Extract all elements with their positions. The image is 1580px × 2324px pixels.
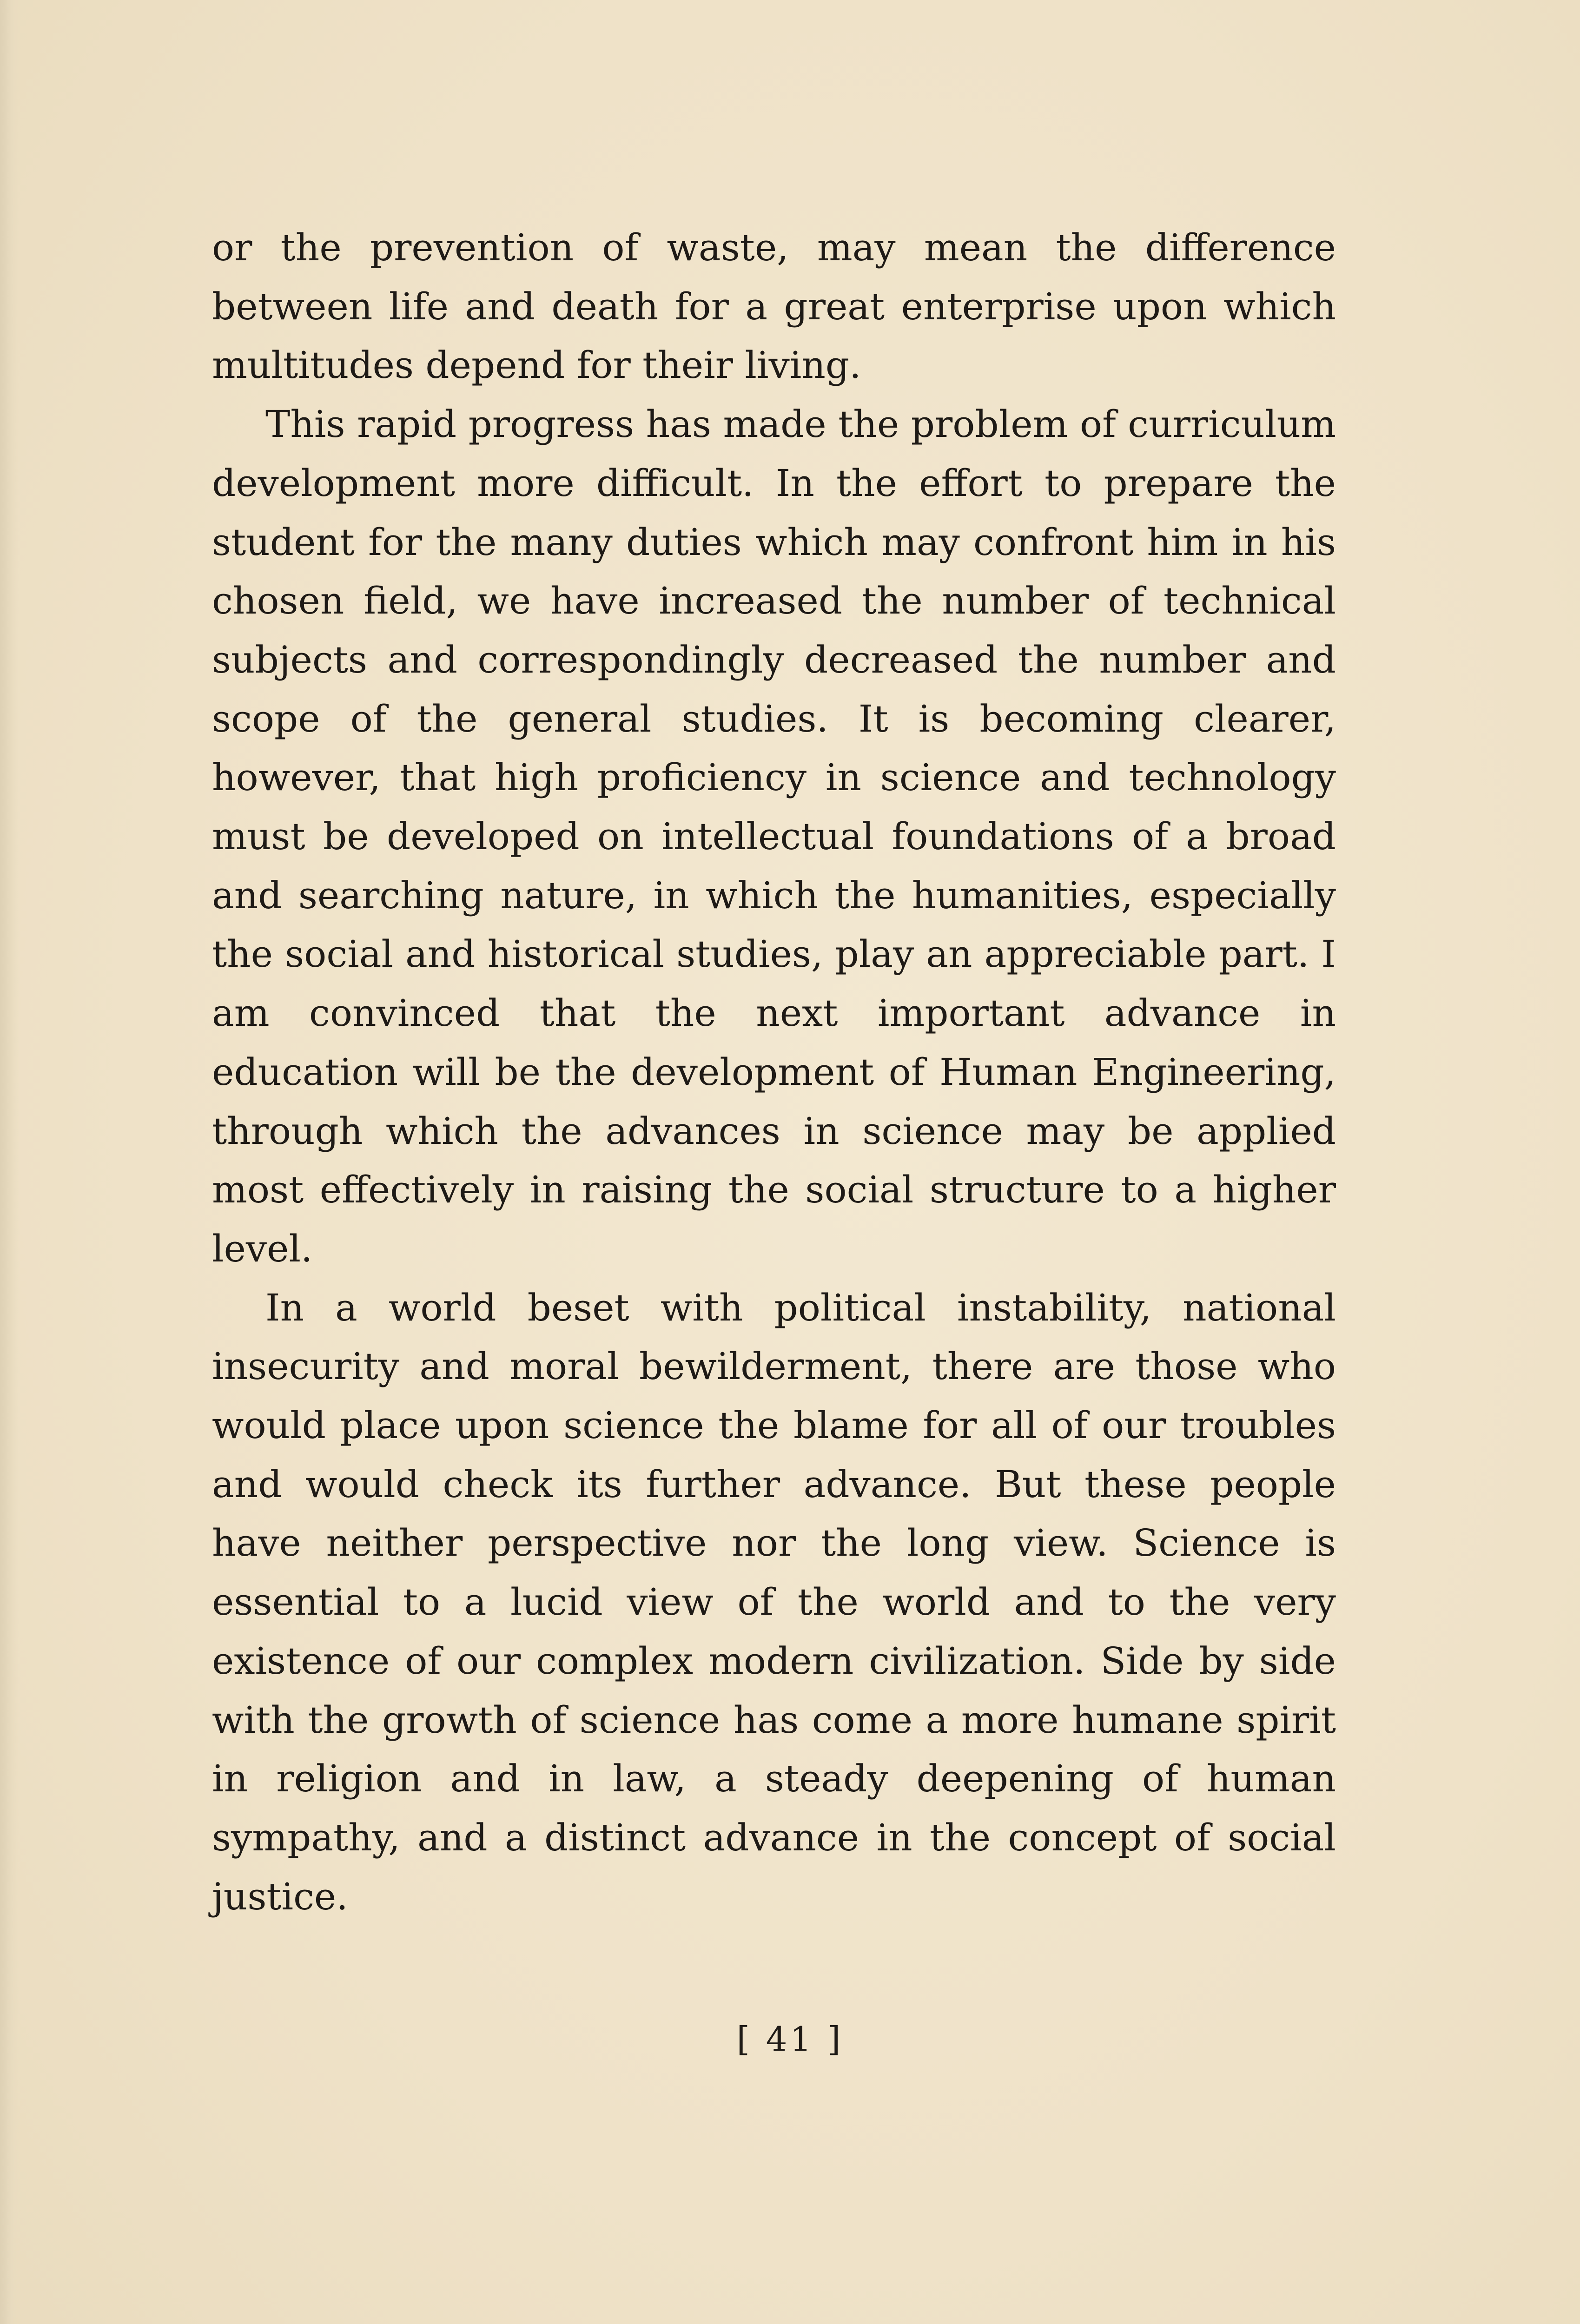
paragraph-continued: or the prevention of waste, may mean the difference between life and death for a great enterprise upon which multitudes depend for their living. — [212, 226, 1336, 387]
body-text — [212, 218, 1336, 1926]
page-number: [ 41 ] — [736, 2020, 844, 2059]
paragraph-science: In a world beset with political instability, national insecurity and moral bewilderment, there are those who would place upon science the blame for all of our troubles and would check its further advance. But these people have neither perspective nor the long view. Science is essential to a lucid view of the world and to the very existence of our complex modern civilization. Side by side with the growth of science has come a more humane spirit in religion and in law, a steady deepening of human sympathy, and a distinct advance in the concept of social justice. — [212, 1286, 1336, 1918]
page-gutter-shadow — [0, 0, 19, 2324]
paragraph-curriculum: This rapid progress has made the problem of curriculum development more difficult. In the effort to prepare the student for the many duties which may confront him in his chosen field, we have increased the number of technical subjects and correspondingly decreased the number and scope of the general studies. It is becoming clearer, however, that high proficiency in science and technology must be developed on intellectual foundations of a broad and searching nature, in which the humanities, especially the social and historical studies, play an appreciable part. I am convinced that the next important advance in education will be the development of Human Engineering, through which the advances in science may be applied most effectively in raising the social structure to a higher level. — [212, 403, 1336, 1270]
